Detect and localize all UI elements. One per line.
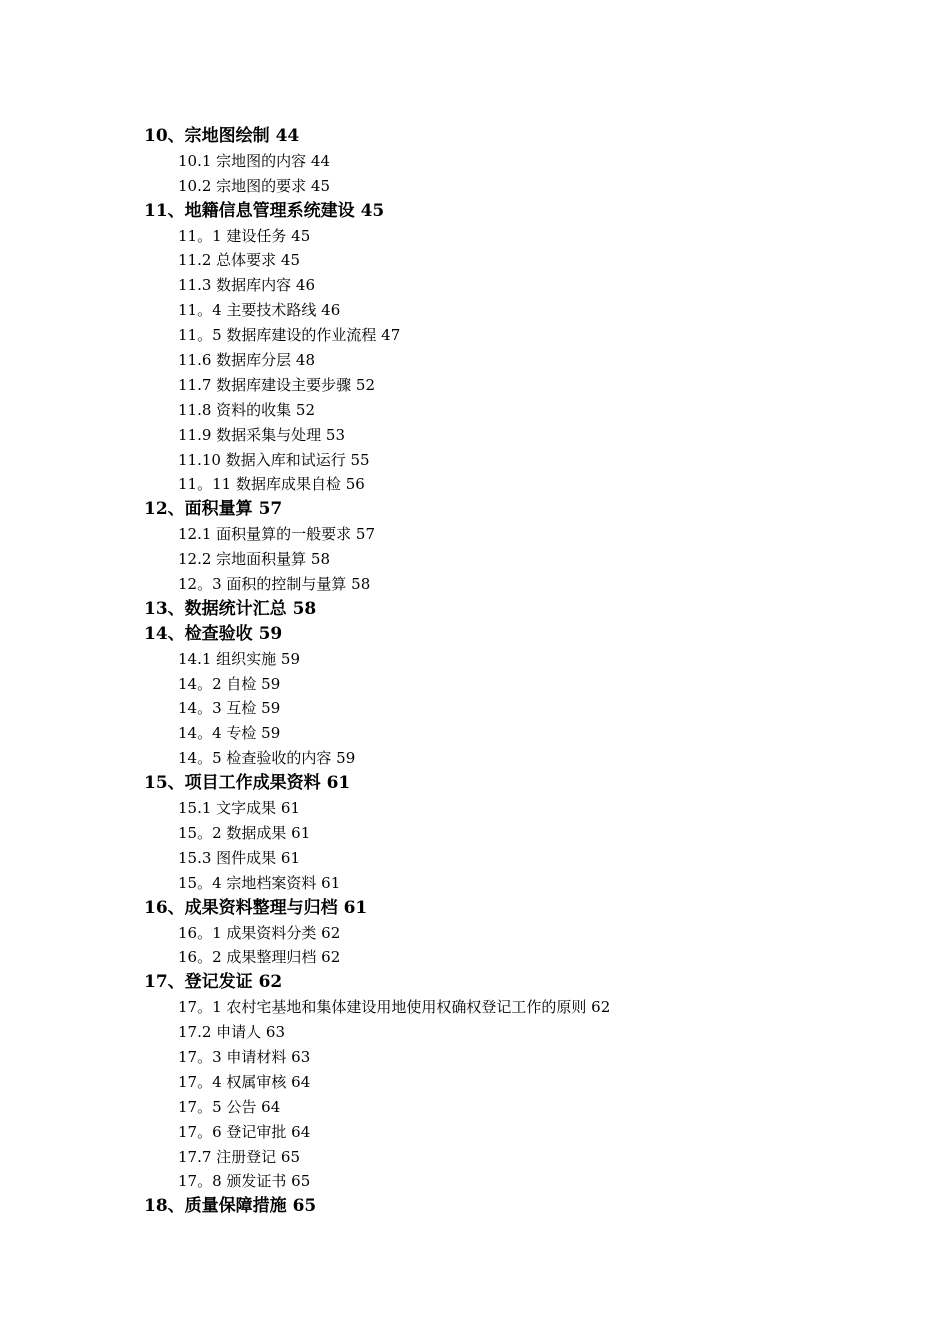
toc-chapter-entry[interactable]: 12、面积量算 57 xyxy=(144,499,283,520)
toc-section-entry[interactable]: 15。4 宗地档案资料 61 xyxy=(178,873,341,892)
toc-section-entry[interactable]: 11.6 数据库分层 48 xyxy=(178,351,316,370)
toc-chapter-entry[interactable]: 17、登记发证 62 xyxy=(144,972,283,993)
toc-section-entry[interactable]: 15.3 图件成果 61 xyxy=(178,848,301,867)
toc-section-entry[interactable]: 14。3 互检 59 xyxy=(178,699,281,718)
toc-section-entry[interactable]: 11。5 数据库建设的作业流程 47 xyxy=(178,326,401,345)
toc-section-entry[interactable]: 10.2 宗地图的要求 45 xyxy=(178,176,331,195)
toc-section-entry[interactable]: 17。4 权属审核 64 xyxy=(178,1072,311,1091)
toc-section-entry[interactable]: 12。3 面积的控制与量算 58 xyxy=(178,575,371,594)
toc-section-entry[interactable]: 17。5 公告 64 xyxy=(178,1097,281,1116)
toc-section-entry[interactable]: 11.7 数据库建设主要步骤 52 xyxy=(178,375,376,394)
toc-section-entry[interactable]: 17.7 注册登记 65 xyxy=(178,1147,301,1166)
toc-section-entry[interactable]: 11.8 资料的收集 52 xyxy=(178,400,316,419)
toc-section-entry[interactable]: 12.1 面积量算的一般要求 57 xyxy=(178,525,376,544)
toc-section-entry[interactable]: 10.1 宗地图的内容 44 xyxy=(178,151,331,170)
toc-section-entry[interactable]: 16。2 成果整理归档 62 xyxy=(178,948,341,967)
toc-section-entry[interactable]: 14。5 检查验收的内容 59 xyxy=(178,749,356,768)
toc-chapter-entry[interactable]: 10、宗地图绘制 44 xyxy=(144,126,300,146)
toc-chapter-entry[interactable]: 18、质量保障措施 65 xyxy=(144,1196,317,1217)
toc-section-entry[interactable]: 17。8 颁发证书 65 xyxy=(178,1172,311,1191)
toc-chapter-entry[interactable]: 13、数据统计汇总 58 xyxy=(144,598,317,619)
toc-section-entry[interactable]: 14。2 自检 59 xyxy=(178,674,281,693)
toc-section-entry[interactable]: 17。3 申请材料 63 xyxy=(178,1047,311,1066)
toc-chapter-entry[interactable]: 14、检查验收 59 xyxy=(144,623,283,644)
toc-section-entry[interactable]: 11。1 建设任务 45 xyxy=(178,226,311,245)
toc-section-entry[interactable]: 11。4 主要技术路线 46 xyxy=(178,301,341,320)
toc-section-entry[interactable]: 14.1 组织实施 59 xyxy=(178,649,301,668)
toc-section-entry[interactable]: 16。1 成果资料分类 62 xyxy=(178,923,341,942)
toc-chapter-entry[interactable]: 15、项目工作成果资料 61 xyxy=(144,773,351,794)
toc-section-entry[interactable]: 12.2 宗地面积量算 58 xyxy=(178,550,331,569)
toc-section-entry[interactable]: 17。1 农村宅基地和集体建设用地使用权确权登记工作的原则 62 xyxy=(178,998,611,1017)
toc-section-entry[interactable]: 17.2 申请人 63 xyxy=(178,1023,286,1042)
table-of-contents xyxy=(144,124,904,1219)
toc-section-entry[interactable]: 11。11 数据库成果自检 56 xyxy=(178,475,365,494)
toc-section-entry[interactable]: 11.2 总体要求 45 xyxy=(178,251,301,270)
toc-chapter-entry[interactable]: 11、地籍信息管理系统建设 45 xyxy=(144,200,385,221)
toc-section-entry[interactable]: 11.9 数据采集与处理 53 xyxy=(178,425,346,444)
toc-section-entry[interactable]: 15.1 文字成果 61 xyxy=(178,799,301,818)
toc-section-entry[interactable]: 15。2 数据成果 61 xyxy=(178,823,311,842)
toc-section-entry[interactable]: 11.10 数据入库和试运行 55 xyxy=(178,450,370,469)
toc-chapter-entry[interactable]: 16、成果资料整理与归档 61 xyxy=(144,897,368,918)
toc-section-entry[interactable]: 11.3 数据库内容 46 xyxy=(178,276,316,295)
toc-section-entry[interactable]: 17。6 登记审批 64 xyxy=(178,1122,311,1141)
toc-section-entry[interactable]: 14。4 专检 59 xyxy=(178,724,281,743)
